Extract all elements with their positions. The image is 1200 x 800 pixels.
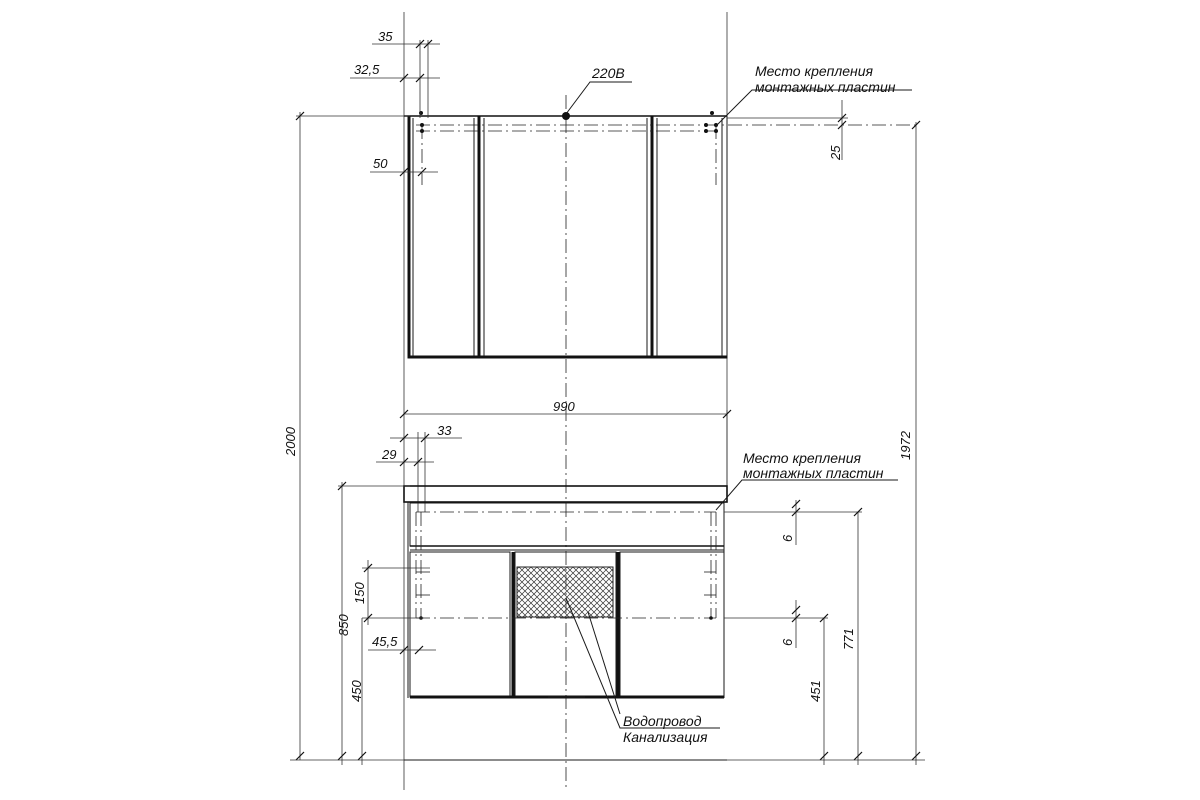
dim-6-top: 6	[780, 534, 795, 542]
dim-50: 50	[373, 156, 388, 171]
dim-150: 150	[352, 582, 367, 604]
dim-2000: 2000	[283, 427, 298, 456]
dim-29: 29	[382, 447, 397, 462]
dim-451: 451	[808, 680, 823, 702]
dim-25: 25	[828, 145, 843, 160]
plumbing-zone	[517, 567, 613, 617]
mount-bottom-label-line1: Место крепления	[743, 450, 862, 466]
dim-35: 35	[378, 29, 393, 44]
mount-top-label-line1: Место крепления	[755, 63, 874, 79]
power-leader	[566, 82, 632, 114]
sewage-label: Канализация	[623, 729, 708, 745]
dim-32-5: 32,5	[354, 62, 380, 77]
dim-6-bottom: 6	[780, 638, 795, 646]
dim-45-5: 45,5	[372, 634, 398, 649]
mount-top-label-line2: монтажных пластин	[755, 79, 896, 95]
mount-top-leader	[716, 90, 912, 126]
power-label: 220В	[592, 65, 625, 81]
mount-bottom-leader	[716, 480, 898, 510]
dim-1972: 1972	[898, 431, 913, 460]
water-label: Водопровод	[623, 713, 702, 729]
dim-33: 33	[437, 423, 452, 438]
dim-850: 850	[336, 614, 351, 636]
mount-bottom-label-line2: монтажных пластин	[743, 465, 884, 481]
dim-990: 990	[553, 399, 575, 414]
dim-771: 771	[841, 628, 856, 650]
dim-450: 450	[349, 680, 364, 702]
